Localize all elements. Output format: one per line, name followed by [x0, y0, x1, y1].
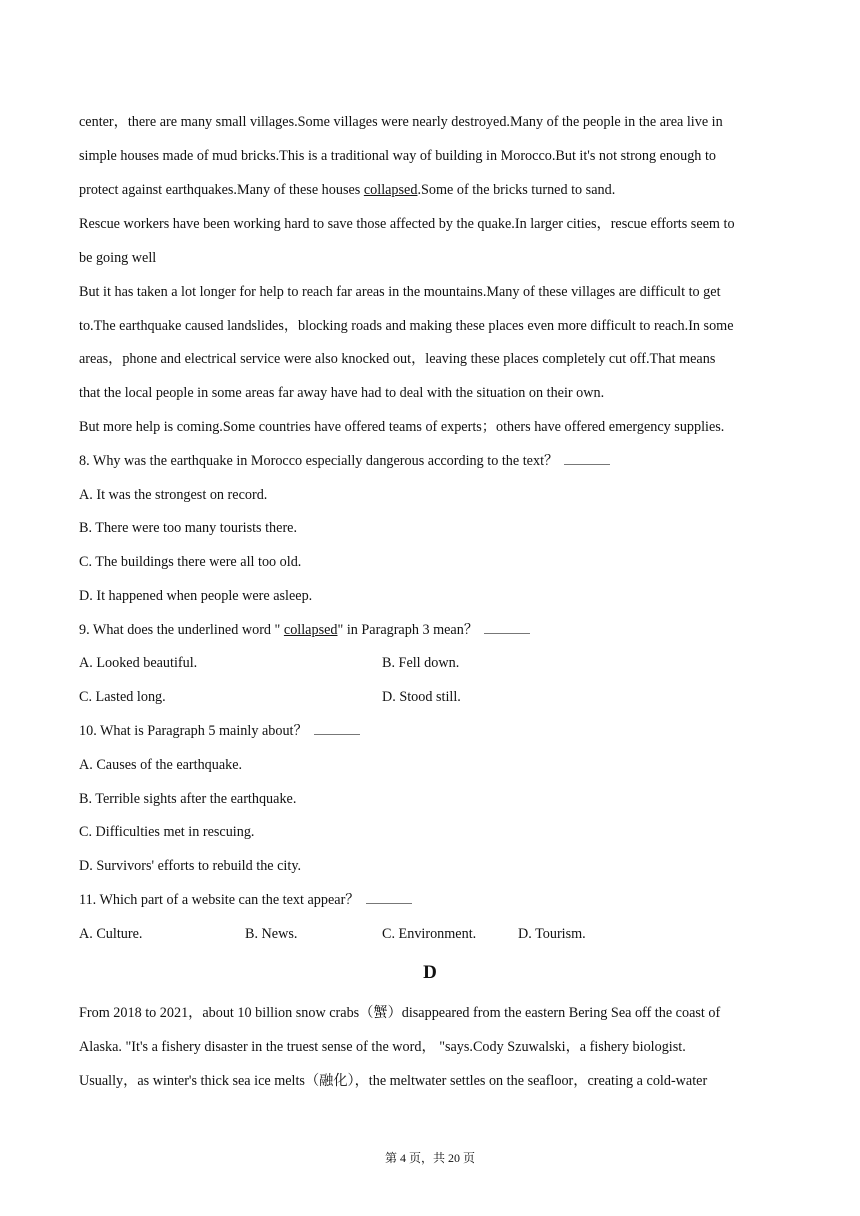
- question-8-option-d: D. It happened when people were asleep.: [79, 588, 313, 604]
- passage-line: Usually，as winter's thick sea ice melts（融化），the meltwater settles on the seafloor，creating a cold-water: [79, 1073, 708, 1089]
- answer-blank[interactable]: [366, 891, 412, 904]
- passage-text: .Some of the bricks turned to sand.: [417, 182, 616, 198]
- passage-line: [79, 181, 615, 199]
- question-9-option-b: B. Fell down.: [382, 655, 460, 671]
- question-8-stem: [79, 452, 610, 470]
- question-text: 10. What is Paragraph 5 mainly about？: [79, 723, 308, 739]
- passage-line: But more help is coming.Some countries have offered teams of experts；others have offered emergency supplies.: [79, 419, 725, 435]
- question-8-option-c: C. The buildings there were all too old.: [79, 554, 302, 570]
- passage-line: simple houses made of mud bricks.This is a traditional way of building in Morocco.But it's not strong enough to: [79, 148, 716, 164]
- question-11-option-d: D. Tourism.: [518, 926, 586, 942]
- passage-line: to.The earthquake caused landslides，blocking roads and making these places even more difficult to reach.In some: [79, 318, 734, 334]
- question-11-option-b: B. News.: [245, 926, 298, 942]
- passage-line: areas，phone and electrical service were also knocked out，leaving these places completely cut off.That means: [79, 351, 716, 367]
- passage-line: be going well: [79, 250, 157, 266]
- question-9-option-c: C. Lasted long.: [79, 689, 166, 705]
- underlined-word: collapsed: [283, 622, 338, 638]
- passage-line: Rescue workers have been working hard to save those affected by the quake.In larger cities，rescue efforts seem to: [79, 216, 735, 232]
- question-11-stem: [79, 891, 412, 909]
- underlined-word: collapsed: [363, 182, 418, 198]
- question-11-option-c: C. Environment.: [382, 926, 477, 942]
- question-10-option-d: D. Survivors' efforts to rebuild the city.: [79, 858, 302, 874]
- answer-blank[interactable]: [314, 722, 360, 735]
- question-9-option-a: A. Looked beautiful.: [79, 655, 198, 671]
- section-heading: D: [423, 962, 437, 983]
- question-8-option-b: B. There were too many tourists there.: [79, 520, 298, 536]
- question-text: 8. Why was the earthquake in Morocco especially dangerous according to the text？: [79, 453, 559, 469]
- question-9-stem: [79, 621, 530, 639]
- passage-line: Alaska. "It's a fishery disaster in the truest sense of the word， "says.Cody Szuwalski，a fishery biologist.: [79, 1039, 686, 1055]
- question-10-option-a: A. Causes of the earthquake.: [79, 757, 243, 773]
- question-text: " in Paragraph 3 mean？: [337, 622, 479, 638]
- question-10-option-c: C. Difficulties met in rescuing.: [79, 824, 255, 840]
- question-11-option-a: A. Culture.: [79, 926, 143, 942]
- passage-line: From 2018 to 2021，about 10 billion snow crabs（蟹）disappeared from the eastern Bering Sea off the coast of: [79, 1005, 721, 1021]
- question-9-option-d: D. Stood still.: [382, 689, 461, 705]
- question-8-option-a: A. It was the strongest on record.: [79, 487, 268, 503]
- answer-blank[interactable]: [564, 452, 610, 465]
- question-text: 11. Which part of a website can the text appear？: [79, 892, 360, 908]
- passage-line: But it has taken a lot longer for help to reach far areas in the mountains.Many of these villages are difficult to get: [79, 284, 721, 300]
- answer-blank[interactable]: [484, 621, 530, 634]
- page-footer: 第 4 页，共 20 页: [384, 1151, 475, 1165]
- question-10-stem: [79, 722, 360, 740]
- passage-text: protect against earthquakes.Many of these houses: [79, 182, 364, 198]
- question-10-option-b: B. Terrible sights after the earthquake.: [79, 791, 297, 807]
- passage-line: center，there are many small villages.Some villages were nearly destroyed.Many of the people in the area live in: [79, 114, 723, 130]
- question-text: 9. What does the underlined word ": [79, 622, 284, 638]
- passage-line: that the local people in some areas far away have had to deal with the situation on their own.: [79, 385, 605, 401]
